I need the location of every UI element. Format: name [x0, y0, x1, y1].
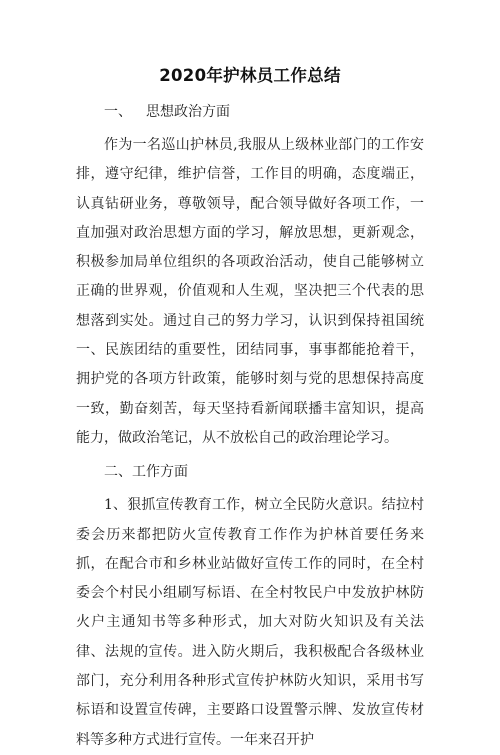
paragraph-work: 1、狠抓宣传教育工作，树立全民防火意识。结拉村委会历来都把防火宣传教育工作作为护林首要任务来抓，在配合市和乡林业站做好宣传工作的同时，在全村委会个村民小组刷写标语、在全村牧民户中发放护林防火户主通知书等多种形式，加大对防火知识及有关法律、法规的宣传。进入防火期后，我积极配合各级林业部门，充分利用各种形式宣传护林防火知识，采用书写标语和设置宣传碑，主要路口设置警示牌、发放宣传材料等多种方式进行宣传。一年来召开护 — [76, 497, 424, 748]
section-heading-work: 二、工作方面 — [104, 464, 188, 481]
section-heading-political — [76, 100, 424, 124]
document-title: 2020年护林员工作总结 — [159, 66, 341, 85]
paragraph-political: 作为一名巡山护林员,我服从上级林业部门的工作安排，遵守纪律，维护信誉，工作目的明确，态度端正，认真钻研业务，尊敬领导，配合领导做好各项工作，一直加强对政治思想方面的学习，解放思想，更新观念，积极参加局单位组织的各项政治活动，使自己能够树立正确的世界观，价值观和人生观，坚决把三个代表的思想落到实处。通过自己的努力学习，认识到保持祖国统一、民族团结的重要性，团结同事，事事都能抢着干，拥护党的各项方针政策，能够时刻与党的思想保持高度一致，勤奋刻苦，每天坚持看新闻联播丰富知识，提高能力，做政治笔记，从不放松自己的政治理论学习。 — [76, 137, 424, 446]
section-number: 一、 — [104, 104, 132, 120]
section-title: 思想政治方面 — [146, 104, 230, 120]
